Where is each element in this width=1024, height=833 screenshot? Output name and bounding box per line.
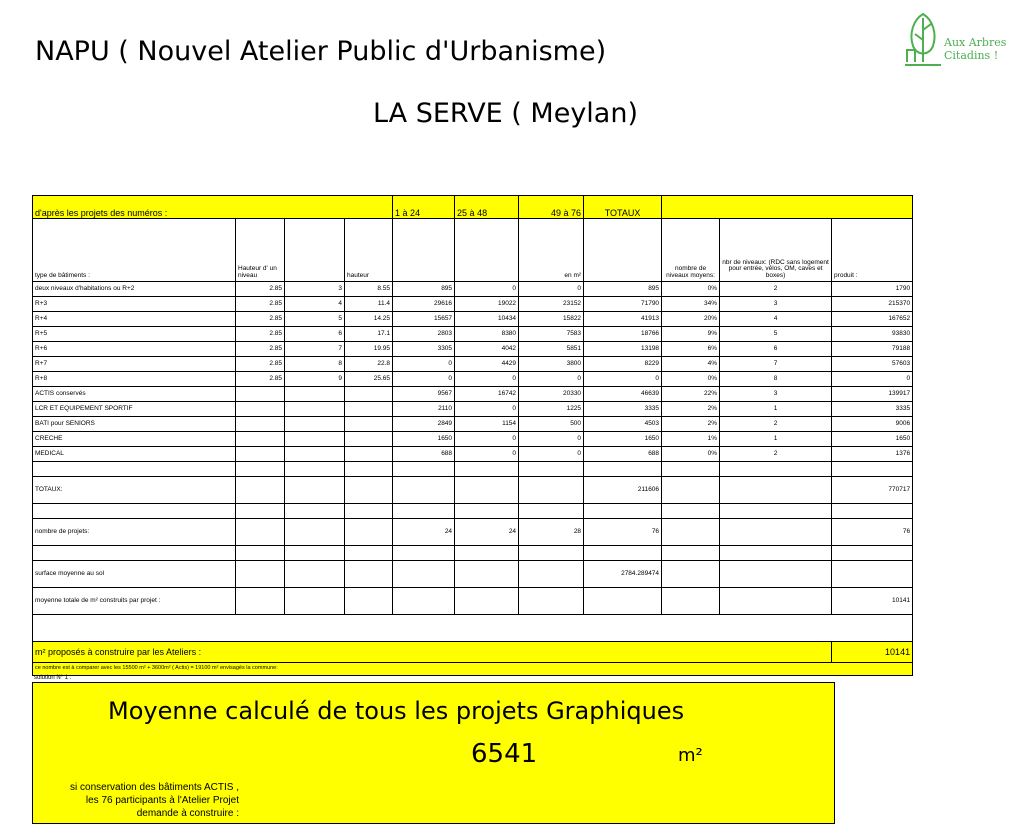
cell-prod: 3335 [832, 402, 913, 417]
cell-t: 13198 [584, 342, 662, 357]
cell-prod: 57603 [832, 357, 913, 372]
cell-b: 0 [455, 432, 519, 447]
cell-a: 2803 [393, 327, 455, 342]
cell-n [285, 432, 345, 447]
cell-ht: 8.55 [345, 282, 393, 297]
page-title: NAPU ( Nouvel Atelier Public d'Urbanisme) [35, 36, 607, 67]
cell-type: CRECHE [33, 432, 236, 447]
cell-p: 22% [662, 387, 720, 402]
cell-c: 7583 [519, 327, 584, 342]
column-header-row [33, 219, 913, 282]
cell-b: 0 [455, 402, 519, 417]
col-type: type de bâtiments : [33, 219, 236, 282]
cell-t: 18766 [584, 327, 662, 342]
proposed-row: m² proposés à construire par les Ateliers : 10141 [33, 642, 913, 663]
col-avg-levels: nombre de niveaux moyens: [662, 219, 720, 282]
cell-lv: 8 [720, 372, 832, 387]
cell-type: BATI pour SENIORS [33, 417, 236, 432]
cell-h: 2.85 [236, 327, 285, 342]
cell-ht [345, 417, 393, 432]
cell-t: 4503 [584, 417, 662, 432]
cell-n: 7 [285, 342, 345, 357]
cell-t: 3335 [584, 402, 662, 417]
cell-prod: 1790 [832, 282, 913, 297]
solution-box [32, 682, 835, 824]
cell-a: 2110 [393, 402, 455, 417]
cell-h: 2.85 [236, 357, 285, 372]
cell-n: 6 [285, 327, 345, 342]
table-row [33, 282, 913, 297]
table-row [33, 327, 913, 342]
cell-h [236, 417, 285, 432]
cell-c: 1225 [519, 402, 584, 417]
cell-lv: 6 [720, 342, 832, 357]
cell-b: 0 [455, 447, 519, 462]
cell-lv: 3 [720, 297, 832, 312]
cell-a: 2849 [393, 417, 455, 432]
table-row [33, 432, 913, 447]
cell-b: 4042 [455, 342, 519, 357]
cell-p: 6% [662, 342, 720, 357]
cell-lv: 4 [720, 312, 832, 327]
cell-ht: 17.1 [345, 327, 393, 342]
table-row [33, 387, 913, 402]
cell-b: 16742 [455, 387, 519, 402]
cell-h [236, 432, 285, 447]
cell-a: 0 [393, 372, 455, 387]
cell-h: 2.85 [236, 312, 285, 327]
cell-prod: 167652 [832, 312, 913, 327]
cell-h [236, 387, 285, 402]
cell-prod: 9006 [832, 417, 913, 432]
col-product: produit : [832, 219, 913, 282]
cell-p: 1% [662, 432, 720, 447]
cell-c: 0 [519, 447, 584, 462]
cell-a: 15657 [393, 312, 455, 327]
totals-row: TOTAUX: 211606 770717 [33, 477, 913, 504]
cell-n [285, 387, 345, 402]
cell-ht: 14.25 [345, 312, 393, 327]
cell-n [285, 402, 345, 417]
cell-h: 2.85 [236, 297, 285, 312]
cell-c: 15822 [519, 312, 584, 327]
cell-t: 895 [584, 282, 662, 297]
cell-t: 688 [584, 447, 662, 462]
cell-b: 19022 [455, 297, 519, 312]
data-table [32, 195, 913, 676]
cell-p: 0% [662, 282, 720, 297]
cell-type: R+7 [33, 357, 236, 372]
cell-ht [345, 447, 393, 462]
table-row [33, 357, 913, 372]
cell-prod: 215370 [832, 297, 913, 312]
cell-lv: 1 [720, 432, 832, 447]
cell-n: 9 [285, 372, 345, 387]
tree-logo-icon [903, 10, 943, 68]
cell-type: LCR ET EQUIPEMENT SPORTIF [33, 402, 236, 417]
table-row [33, 417, 913, 432]
cell-type: R+3 [33, 297, 236, 312]
range-25-48: 25 à 48 [455, 196, 519, 219]
logo-text: Aux Arbres Citadins ! [944, 36, 1007, 62]
header-label: d'après les projets des numéros : [33, 196, 393, 219]
cell-c: 5851 [519, 342, 584, 357]
logo [903, 10, 1021, 68]
cell-c: 0 [519, 282, 584, 297]
cell-h [236, 402, 285, 417]
cell-prod: 93830 [832, 327, 913, 342]
cell-b: 0 [455, 372, 519, 387]
cell-b: 10434 [455, 312, 519, 327]
cell-lv: 3 [720, 387, 832, 402]
cell-p: 2% [662, 417, 720, 432]
projects-row: nombre de projets: 24 24 28 76 76 [33, 519, 913, 546]
cell-ht [345, 402, 393, 417]
cell-p: 0% [662, 372, 720, 387]
cell-t: 8229 [584, 357, 662, 372]
table-row [33, 447, 913, 462]
cell-prod: 1650 [832, 432, 913, 447]
cell-t: 46639 [584, 387, 662, 402]
cell-p: 20% [662, 312, 720, 327]
cell-type: R+5 [33, 327, 236, 342]
cell-h: 2.85 [236, 372, 285, 387]
cell-ht: 25.65 [345, 372, 393, 387]
col-unit: en m² [519, 219, 584, 282]
cell-n: 5 [285, 312, 345, 327]
cell-c: 0 [519, 432, 584, 447]
surface-row: surface moyenne au sol 2784.289474 [33, 561, 913, 588]
solution-label: solution N° 1 : [34, 675, 72, 681]
table-body [33, 282, 913, 462]
cell-type: R+8 [33, 372, 236, 387]
cell-t: 71790 [584, 297, 662, 312]
solution-unit: m² [678, 745, 703, 766]
page-subtitle: LA SERVE ( Meylan) [373, 98, 639, 129]
cell-t: 41913 [584, 312, 662, 327]
cell-a: 9567 [393, 387, 455, 402]
range-1-24: 1 à 24 [393, 196, 455, 219]
cell-lv: 7 [720, 357, 832, 372]
cell-type: R+6 [33, 342, 236, 357]
cell-t: 1650 [584, 432, 662, 447]
cell-n: 4 [285, 297, 345, 312]
cell-a: 0 [393, 357, 455, 372]
cell-n [285, 447, 345, 462]
cell-b: 8380 [455, 327, 519, 342]
average-row: moyenne totale de m² construits par projet : 10141 [33, 588, 913, 615]
col-hauteur: hauteur [345, 219, 393, 282]
cell-c: 500 [519, 417, 584, 432]
table-row [33, 312, 913, 327]
note-row: ce nombre est à comparer avec les 15500 m² + 3600m² ( Actis) = 19100 m² envisagés la commune: [33, 663, 913, 676]
cell-p: 4% [662, 357, 720, 372]
cell-prod: 0 [832, 372, 913, 387]
table-row [33, 342, 913, 357]
cell-lv: 2 [720, 417, 832, 432]
cell-b: 4429 [455, 357, 519, 372]
cell-ht: 22.8 [345, 357, 393, 372]
cell-n: 3 [285, 282, 345, 297]
table-row [33, 402, 913, 417]
cell-lv: 5 [720, 327, 832, 342]
cell-a: 29616 [393, 297, 455, 312]
cell-b: 0 [455, 282, 519, 297]
cell-t: 0 [584, 372, 662, 387]
cell-type: R+4 [33, 312, 236, 327]
cell-h: 2.85 [236, 282, 285, 297]
cell-n: 8 [285, 357, 345, 372]
solution-note: si conservation des bâtiments ACTIS , les 76 participants à l'Atelier Projet demande à construire : [70, 782, 239, 819]
cell-n [285, 417, 345, 432]
cell-c: 3800 [519, 357, 584, 372]
totals-header: TOTAUX [584, 196, 662, 219]
solution-title: Moyenne calculé de tous les projets Graphiques [108, 697, 685, 725]
cell-p: 9% [662, 327, 720, 342]
cell-type: ACTIS conservés [33, 387, 236, 402]
cell-a: 3305 [393, 342, 455, 357]
cell-a: 1650 [393, 432, 455, 447]
cell-c: 20330 [519, 387, 584, 402]
table-row [33, 297, 913, 312]
cell-type: deux niveaux d'habitations ou R+2 [33, 282, 236, 297]
cell-p: 34% [662, 297, 720, 312]
cell-h [236, 447, 285, 462]
col-height: Hauteur d' un niveau [236, 219, 285, 282]
cell-c: 0 [519, 372, 584, 387]
cell-ht: 11.4 [345, 297, 393, 312]
cell-prod: 1376 [832, 447, 913, 462]
cell-lv: 2 [720, 447, 832, 462]
cell-lv: 1 [720, 402, 832, 417]
cell-b: 1154 [455, 417, 519, 432]
cell-prod: 79188 [832, 342, 913, 357]
table-row [33, 372, 913, 387]
cell-p: 2% [662, 402, 720, 417]
table-header-row [33, 196, 913, 219]
cell-type: MEDICAL [33, 447, 236, 462]
cell-a: 688 [393, 447, 455, 462]
cell-ht: 19.95 [345, 342, 393, 357]
range-49-76: 49 à 76 [519, 196, 584, 219]
cell-prod: 139917 [832, 387, 913, 402]
cell-a: 895 [393, 282, 455, 297]
cell-lv: 2 [720, 282, 832, 297]
cell-h: 2.85 [236, 342, 285, 357]
col-nb-levels: nbr de niveaux: (RDC sans logement pour entrée, vélos, OM, caves et boxes) [720, 219, 832, 282]
cell-ht [345, 432, 393, 447]
cell-p: 0% [662, 447, 720, 462]
cell-c: 23152 [519, 297, 584, 312]
solution-value: 6541 [471, 739, 538, 769]
cell-ht [345, 387, 393, 402]
